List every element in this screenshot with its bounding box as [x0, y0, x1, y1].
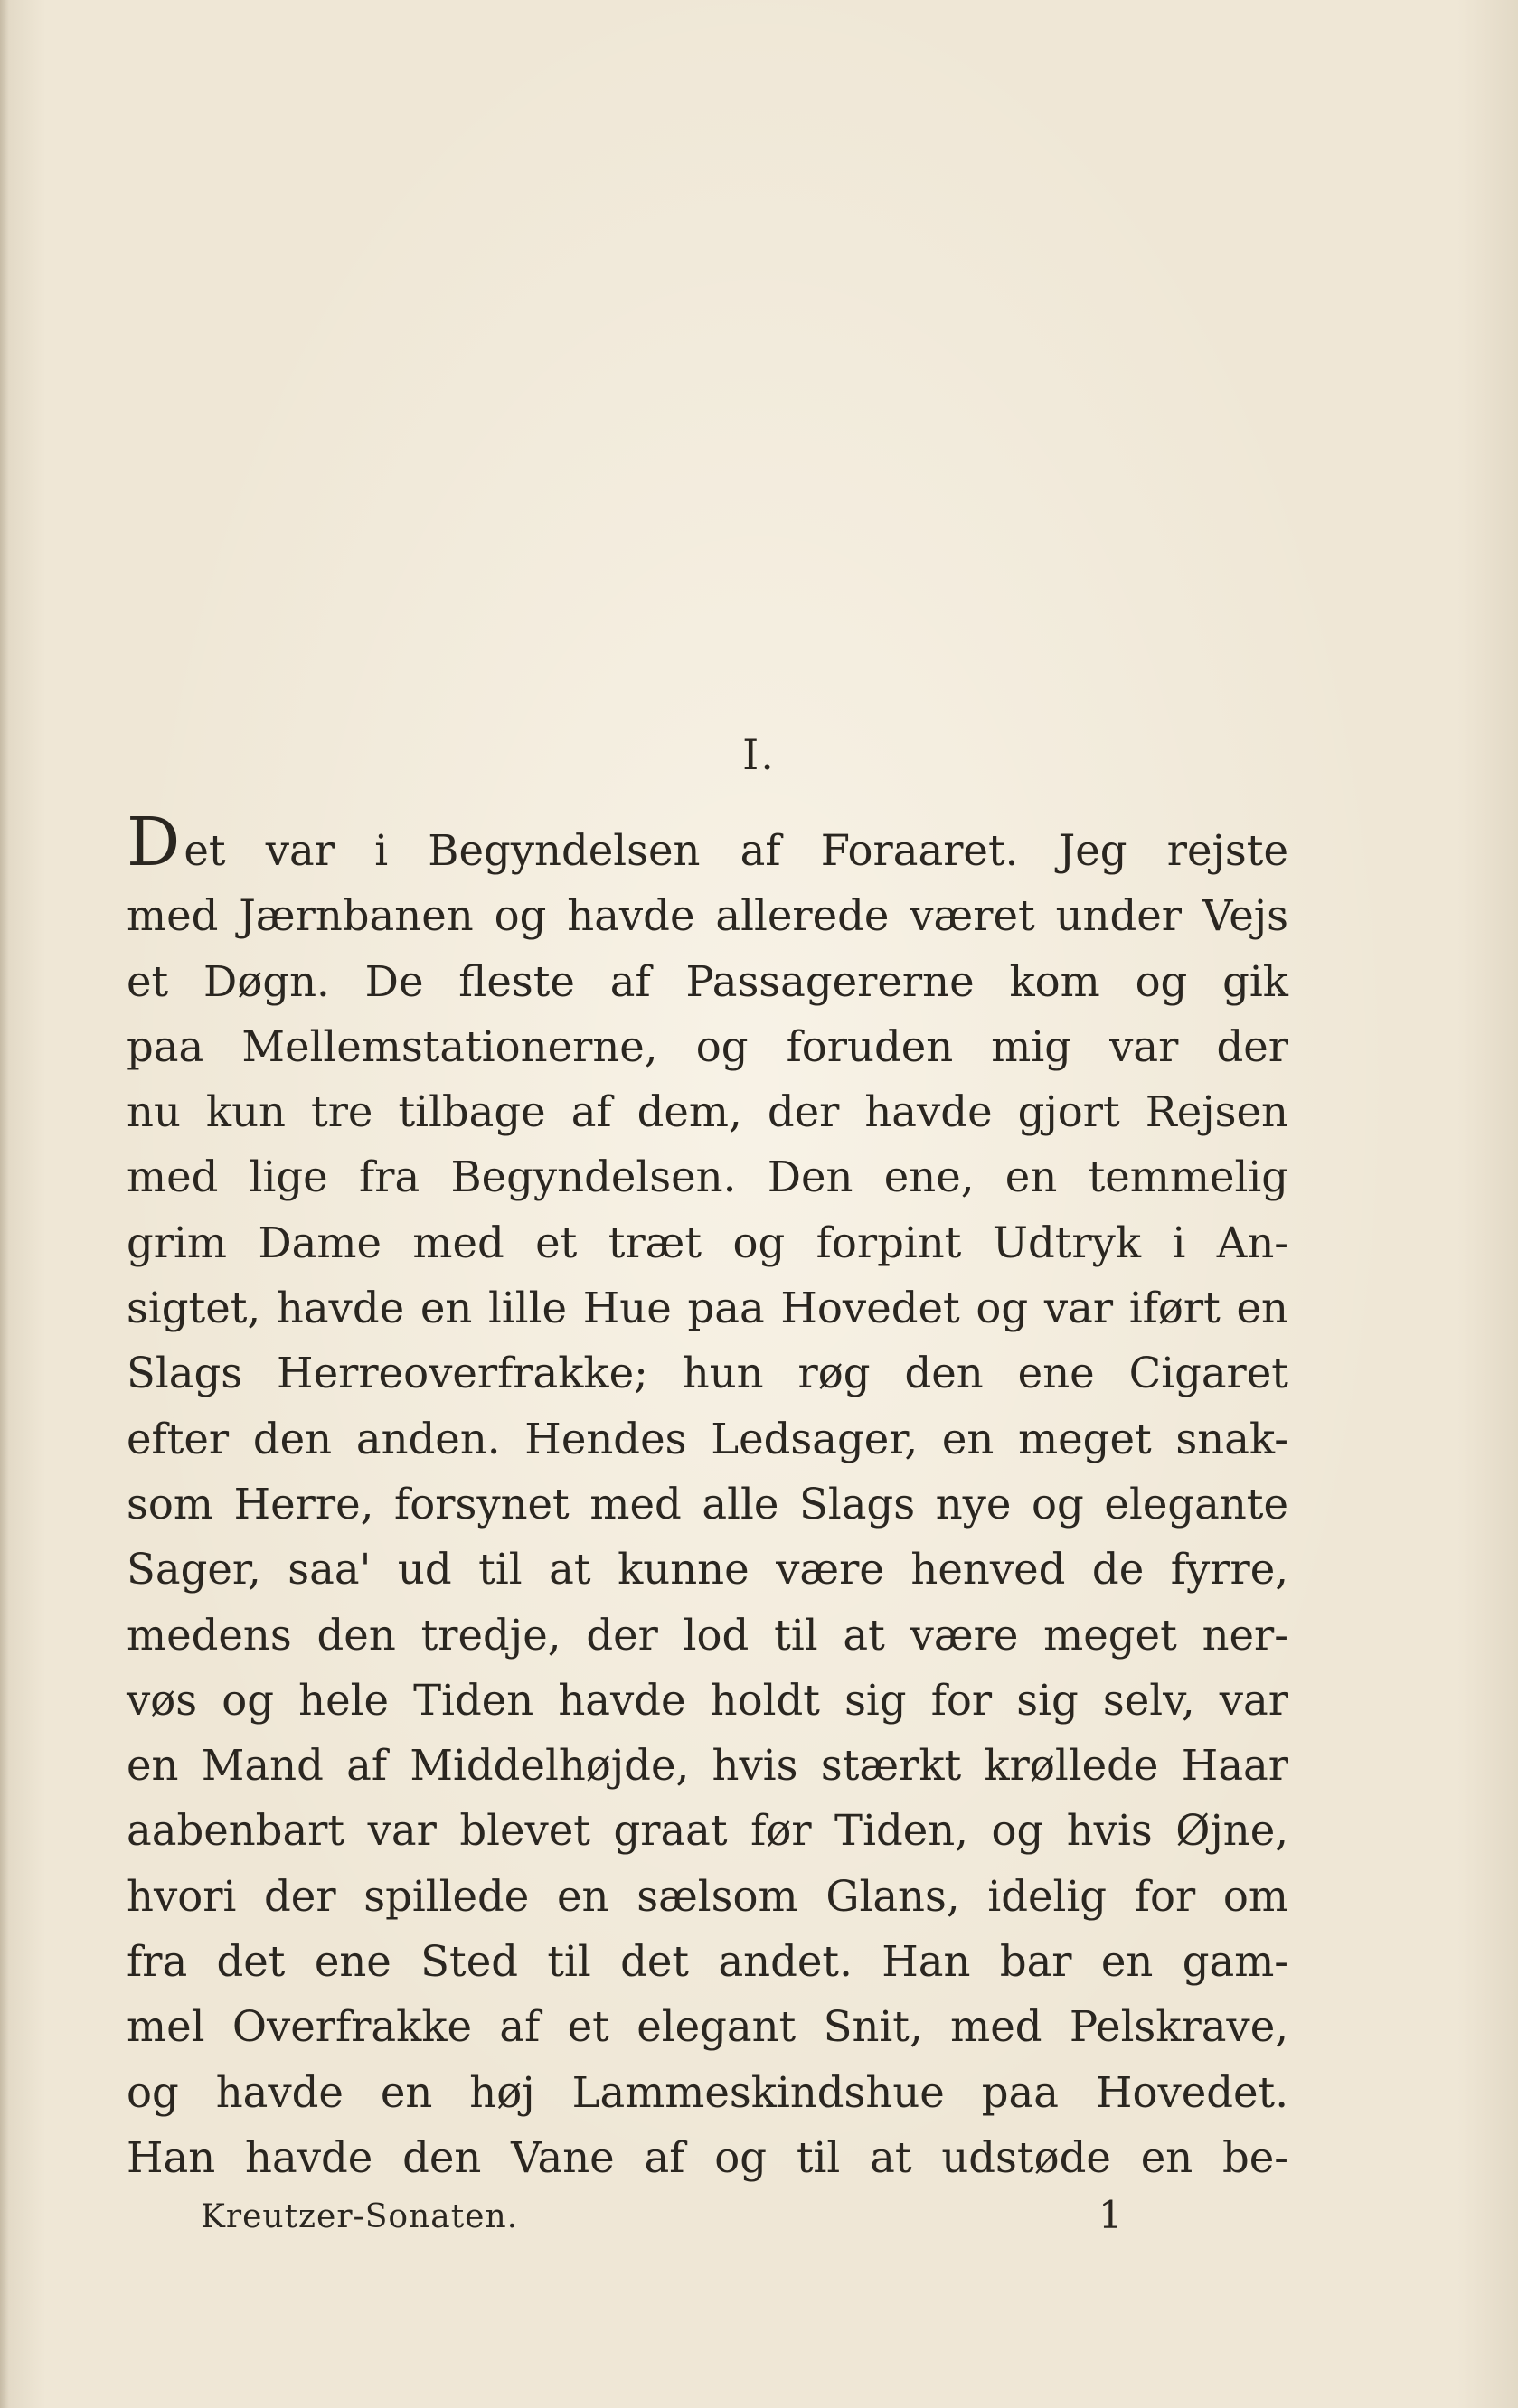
text-line-19: mel Overfrakke af et elegant Snit, med Pelskrave, [127, 2002, 1288, 2052]
page-number: 1 [1098, 2193, 1124, 2237]
text-line-21: Han havde den Vane af og til at udstøde en be- [127, 2132, 1288, 2182]
text-line-3: et Døgn. De fleste af Passagererne kom og gik [127, 956, 1288, 1006]
text-line-1 [127, 804, 1288, 883]
text-line-7: grim Dame med et træt og forpint Udtryk i An- [127, 1218, 1288, 1267]
text-line-6: med lige fra Begyndelsen. Den ene, en temmelig [127, 1152, 1288, 1202]
text-line-13: medens den tredje, der lod til at være meget ner- [127, 1610, 1288, 1660]
text-line-2: med Jærnbanen og havde allerede været under Vejs [127, 891, 1288, 941]
text-line-14: vøs og hele Tiden havde holdt sig for sig selv, var [127, 1675, 1288, 1725]
text-line-5: nu kun tre tilbage af dem, der havde gjort Rejsen [127, 1087, 1288, 1137]
text-line-18: fra det ene Sted til det andet. Han bar en gam- [127, 1937, 1288, 1987]
signature-mark: Kreutzer-Sonaten. [201, 2198, 519, 2235]
text-line-4: paa Mellemstationerne, og foruden mig var der [127, 1021, 1288, 1071]
chapter-heading: I. [742, 730, 776, 779]
drop-cap: D [127, 804, 181, 881]
page-edge-shadow [0, 0, 9, 2408]
body-text [127, 804, 1288, 2190]
text-line-16: aabenbart var blevet graat før Tiden, og hvis Øjne, [127, 1806, 1288, 1856]
text-line-15: en Mand af Middelhøjde, hvis stærkt krøllede Haar [127, 1741, 1288, 1791]
text-line-1-content: et var i Begyndelsen af Foraaret. Jeg rejste [184, 826, 1288, 875]
text-line-12: Sager, saa' ud til at kunne være henved de fyrre, [127, 1545, 1288, 1594]
text-line-17: hvori der spillede en sælsom Glans, idelig for om [127, 1871, 1288, 1921]
text-line-9: Slags Herreoverfrakke; hun røg den ene Cigaret [127, 1349, 1288, 1398]
text-line-20: og havde en høj Lammeskindshue paa Hovedet. [127, 2067, 1288, 2117]
text-line-8: sigtet, havde en lille Hue paa Hovedet og var iført en [127, 1284, 1288, 1333]
text-line-10: efter den anden. Hendes Ledsager, en meget snak- [127, 1414, 1288, 1463]
text-line-11: som Herre, forsynet med alle Slags nye og elegante [127, 1479, 1288, 1529]
